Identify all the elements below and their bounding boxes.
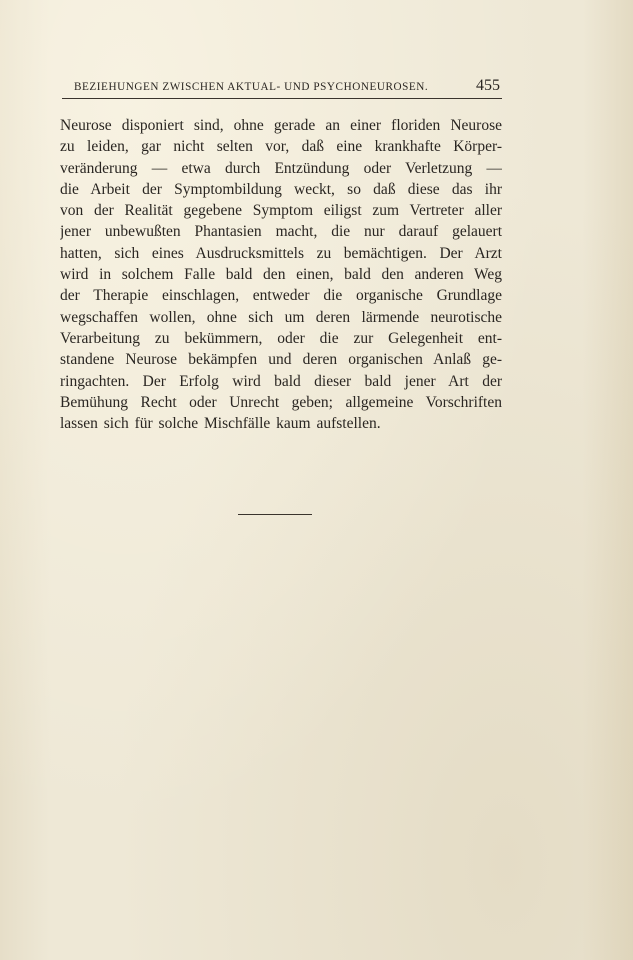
- text-line: wird in solchem Falle bald den einen, bald den anderen Weg: [60, 266, 502, 284]
- body-paragraph: [60, 115, 502, 434]
- text-line: Bemühung Recht oder Unrecht geben; allgemeine Vorschriften: [60, 393, 502, 411]
- running-head: BEZIEHUNGEN ZWISCHEN AKTUAL- UND PSYCHONEUROSEN.: [74, 81, 429, 93]
- text-line: Neurose disponiert sind, ohne gerade an einer floriden Neurose: [60, 117, 502, 134]
- text-line: Verarbeitung zu bekümmern, oder die zur Gelegenheit ent-: [60, 329, 502, 347]
- section-end-rule: [238, 514, 312, 515]
- text-line: veränderung — etwa durch Entzündung oder Verletzung —: [60, 159, 502, 177]
- text-line: jener unbewußten Phantasien macht, die nur darauf gelauert: [60, 223, 502, 241]
- text-line: von der Realität gegebene Symptom eiligst zum Vertreter aller: [60, 202, 502, 220]
- text-line: standene Neurose bekämpfen und deren organischen Anlaß ge-: [60, 351, 502, 369]
- text-line: die Arbeit der Symptombildung weckt, so daß diese das ihr: [60, 180, 502, 198]
- text-line: der Therapie einschlagen, entweder die organische Grundlage: [60, 287, 502, 305]
- text-line: hatten, sich eines Ausdrucksmittels zu bemächtigen. Der Arzt: [60, 244, 502, 262]
- text-line: zu leiden, gar nicht selten vor, daß eine krankhafte Körper-: [60, 138, 502, 156]
- text-line: wegschaffen wollen, ohne sich um deren lärmende neurotische: [60, 308, 502, 326]
- page-header: [62, 76, 502, 99]
- text-line: lassen sich für solche Mischfälle kaum aufstellen.: [60, 415, 381, 433]
- page-number: 455: [476, 77, 500, 94]
- text-line: ringachten. Der Erfolg wird bald dieser bald jener Art der: [60, 372, 502, 390]
